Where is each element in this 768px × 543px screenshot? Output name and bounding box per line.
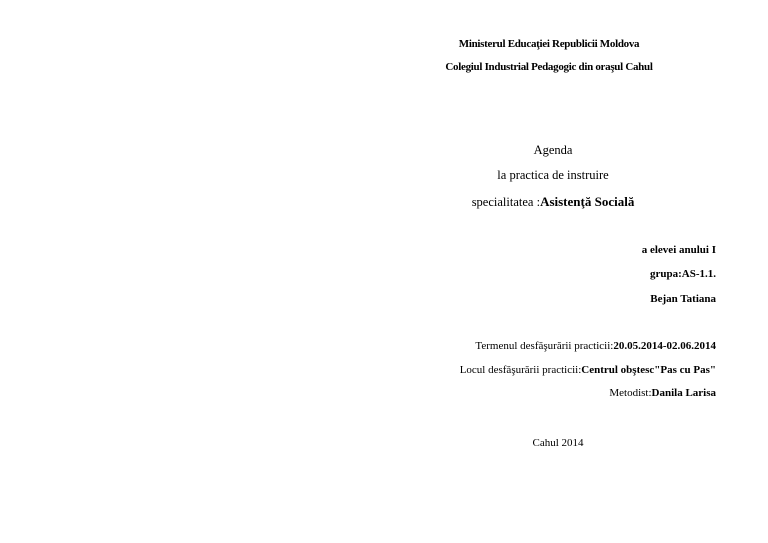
methodist-value: Danila Larisa: [651, 387, 716, 399]
city-year-footer: Cahul 2014: [532, 437, 584, 449]
term-label: Termenul desfăşurării practicii:: [475, 340, 614, 352]
term-line: [475, 340, 716, 353]
methodist-line: [609, 387, 716, 400]
student-name: Bejan Tatiana: [650, 293, 716, 305]
place-value: Centrul obştesc"Pas cu Pas": [581, 364, 716, 376]
specialty-line: [472, 194, 635, 210]
practice-subtitle: la practica de instruire: [497, 168, 609, 182]
specialty-value: Asistenţă Socială: [540, 194, 635, 209]
term-value: 20.05.2014-02.06.2014: [613, 340, 716, 352]
place-label: Locul desfăşurării practicii:: [459, 364, 582, 376]
agenda-title: Agenda: [533, 143, 573, 157]
student-year: a elevei anului I: [641, 244, 716, 256]
methodist-label: Metodist:: [609, 387, 652, 399]
student-group: grupa:AS-1.1.: [649, 268, 716, 280]
ministry-heading: Ministerul Educaţiei Republicii Moldova: [458, 38, 640, 50]
college-heading: Colegiul Industrial Pedagogic din oraşul Cahul: [445, 61, 653, 73]
place-line: [460, 364, 716, 377]
specialty-label: specialitatea :: [471, 195, 541, 209]
